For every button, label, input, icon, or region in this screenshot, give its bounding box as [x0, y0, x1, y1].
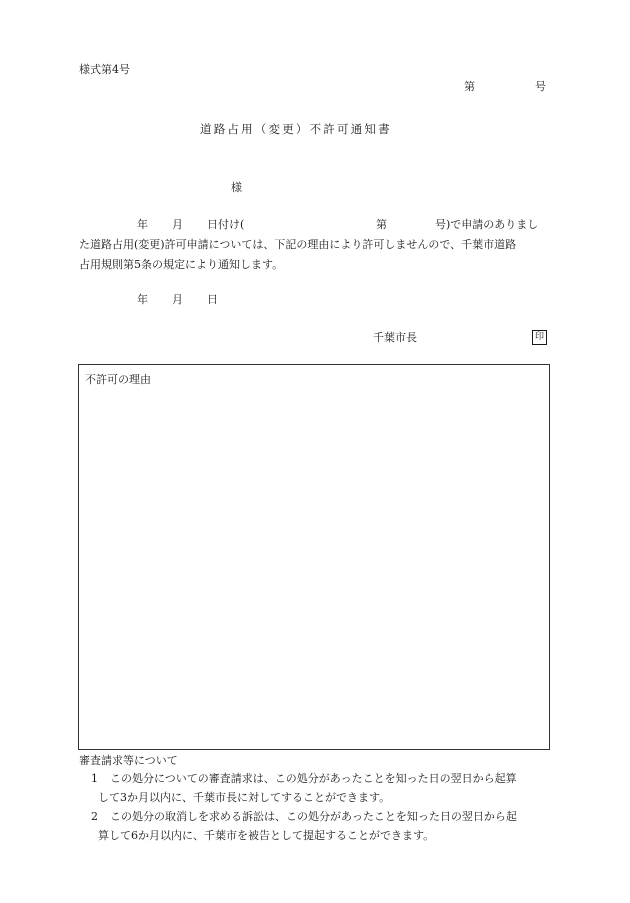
appeal-item-number: 2 — [91, 810, 98, 823]
appeal-item-text-cont: して3か月以内に、千葉市長に対してすることができます。 — [98, 791, 391, 804]
application-number-prefix: 第 — [376, 218, 387, 231]
appeal-heading: 審査請求等について — [79, 754, 178, 767]
application-month: 月 — [172, 218, 183, 231]
body-line-3: 占用規則第5条の規定により通知します。 — [79, 258, 284, 271]
notice-date-year: 年 — [137, 293, 148, 306]
document-number-suffix: 号 — [535, 80, 546, 93]
document-number-prefix: 第 — [464, 80, 475, 93]
document-title: 道路占用（変更）不許可通知書 — [200, 122, 392, 136]
seal-stamp: 印 — [532, 330, 547, 345]
reason-label: 不許可の理由 — [85, 373, 151, 386]
addressee-honorific: 様 — [231, 181, 242, 194]
appeal-item-text: この処分の取消しを求める訴訟は、この処分があったことを知った日の翌日から起 — [110, 810, 517, 823]
application-day: 日付け( — [207, 218, 245, 231]
appeal-item-text-cont: 算して6か月以内に、千葉市を被告として提起することができます。 — [98, 829, 435, 842]
issuer-title: 千葉市長 — [373, 331, 417, 344]
notice-date-day: 日 — [207, 293, 218, 306]
appeal-item-number: 1 — [91, 772, 98, 785]
appeal-item-text: この処分についての審査請求は、この処分があったことを知った日の翌日から起算 — [110, 772, 517, 785]
application-number-suffix: 号)で申請のありまし — [435, 218, 539, 231]
form-number: 様式第4号 — [79, 63, 130, 76]
notice-date-month: 月 — [172, 293, 183, 306]
reason-box — [78, 364, 550, 750]
body-line-2: た道路占用(変更)許可申請については、下記の理由により許可しませんので、千葉市道路 — [79, 238, 517, 251]
application-year: 年 — [137, 218, 148, 231]
